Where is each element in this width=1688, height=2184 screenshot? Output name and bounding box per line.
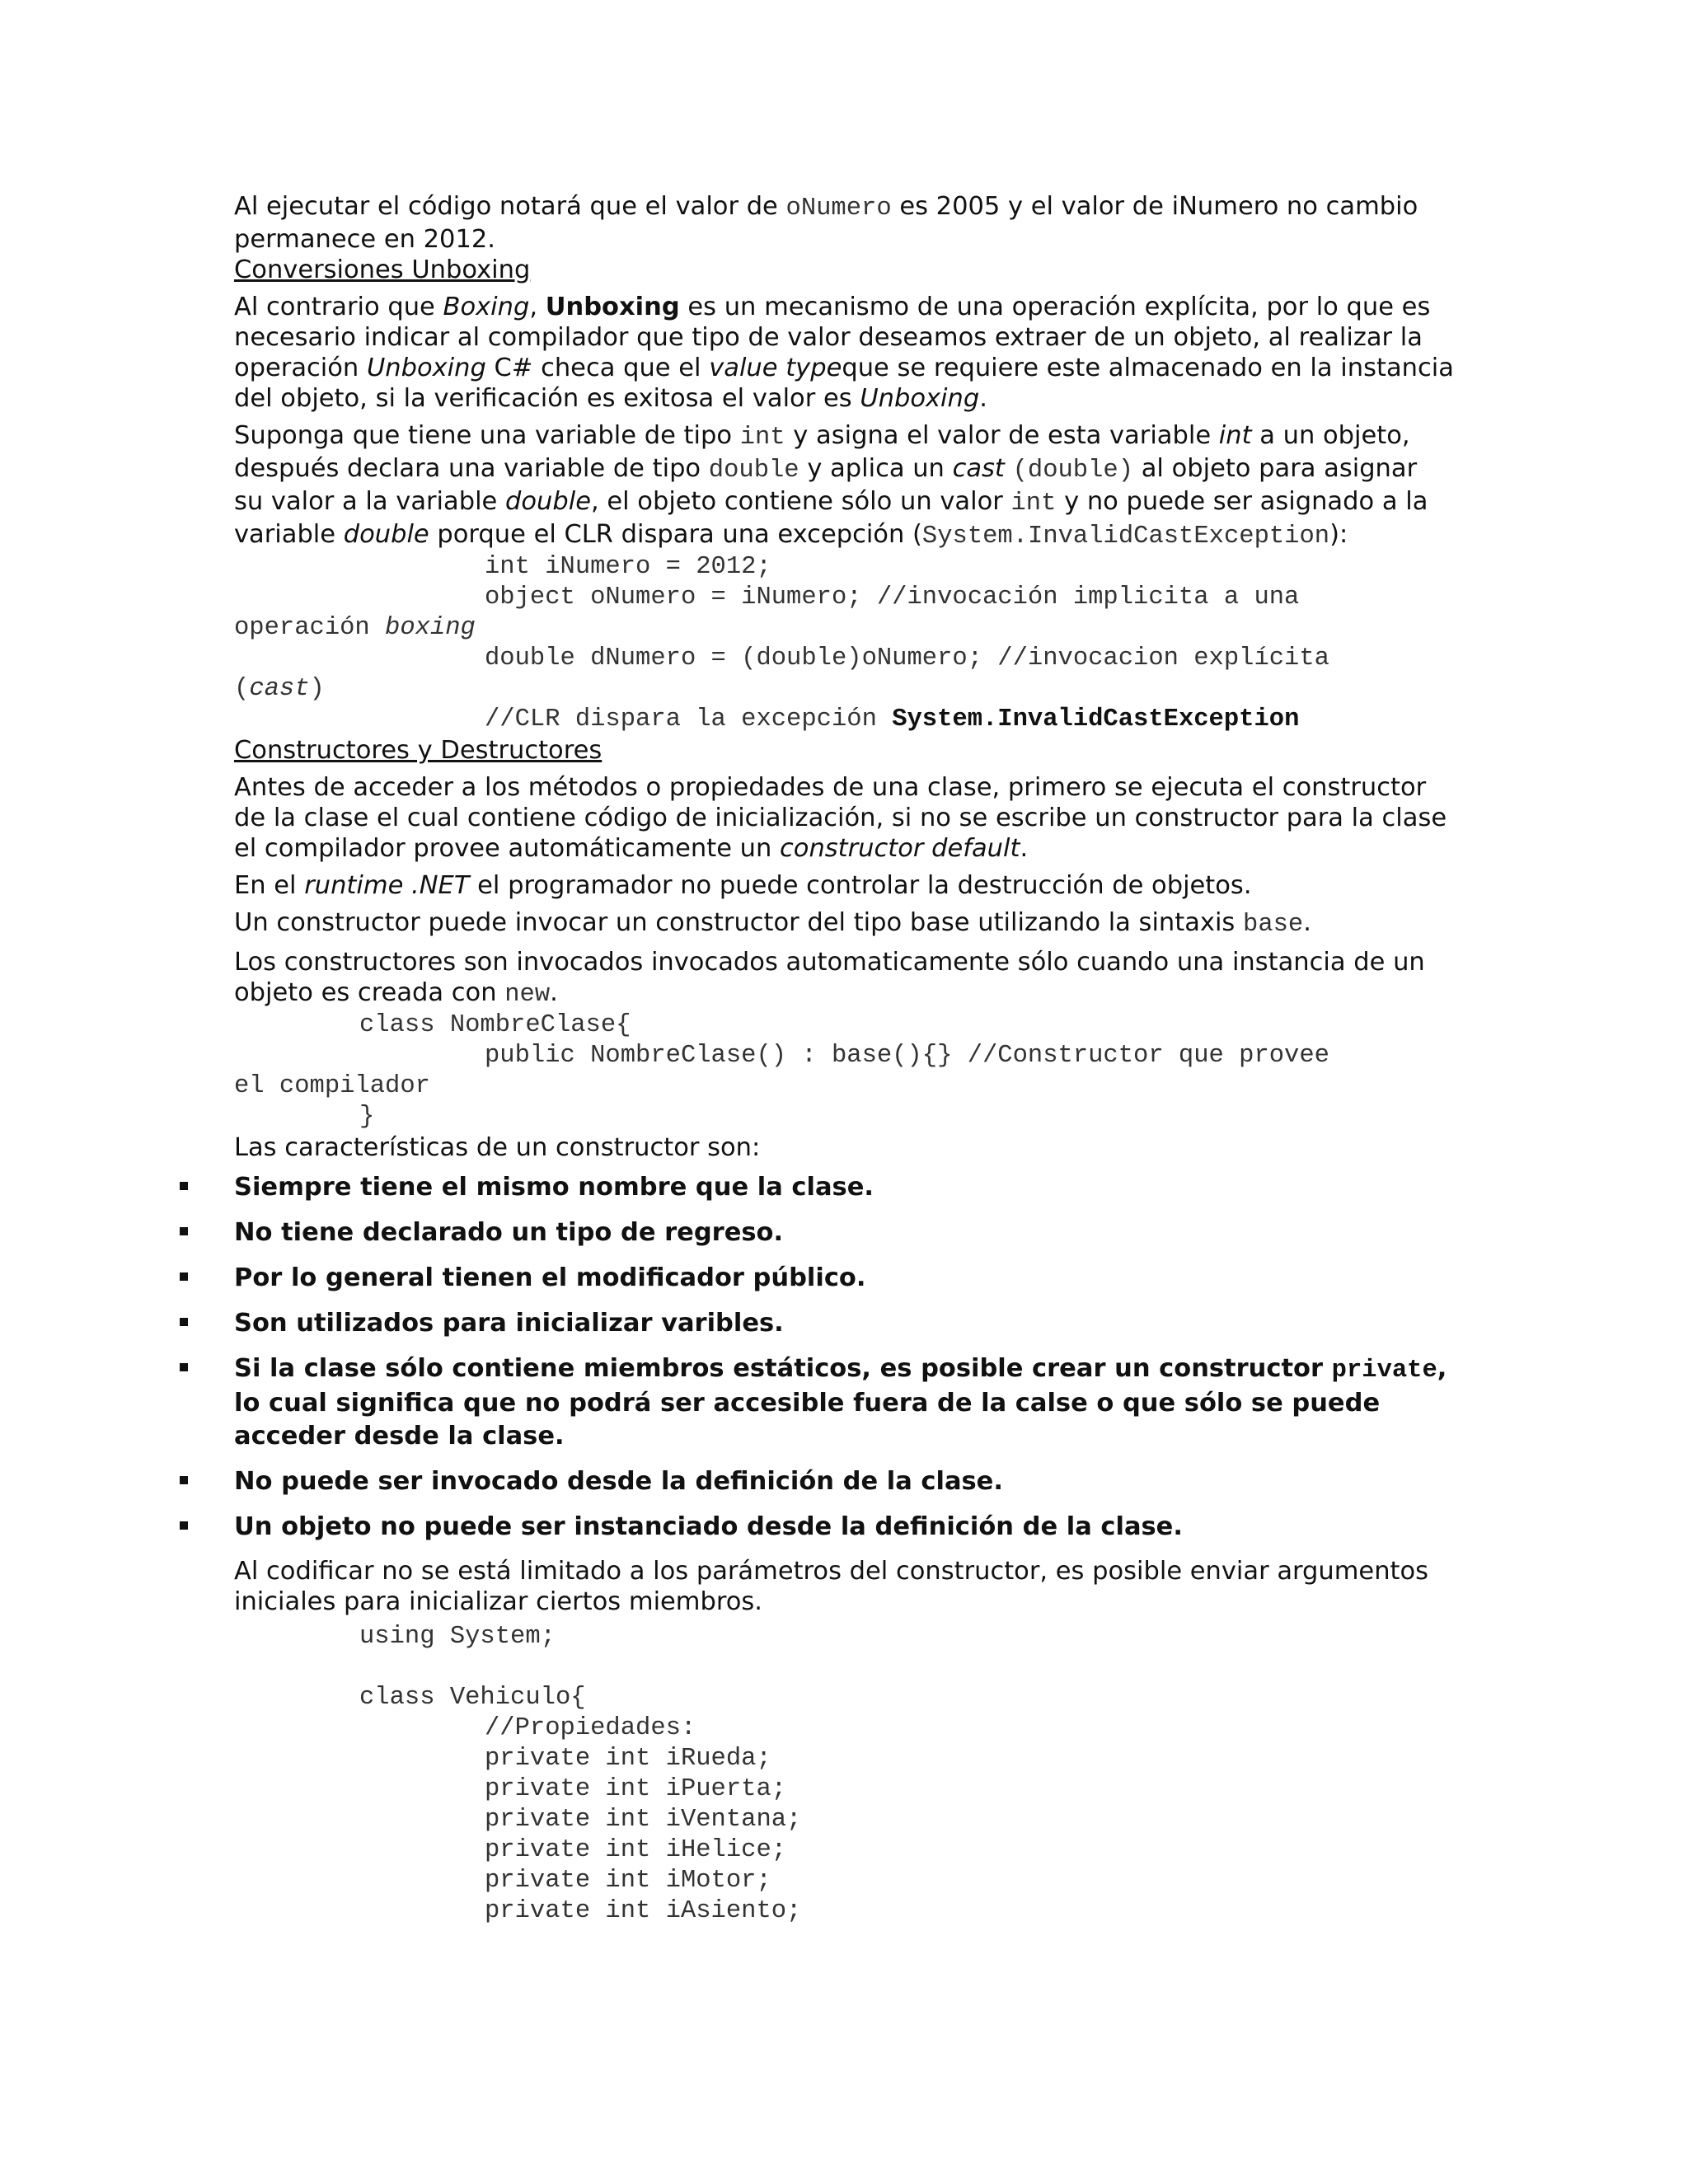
document-page <box>234 191 1454 1927</box>
text: Los constructores son invocados invocados automaticamente sólo cuando una instancia de un objeto es creada con <box>234 948 1425 1007</box>
code-block-vehiculo <box>234 1622 1454 1927</box>
list-item-text: Si la clase sólo contiene miembros estáticos, es posible crear un constructor <box>234 1354 1332 1383</box>
paragraph-cast-example <box>234 420 1454 552</box>
list-item-text: Siempre tiene el mismo nombre que la clase. <box>234 1173 874 1202</box>
italic-text: Unboxing <box>366 354 486 382</box>
heading-constructores-destructores: Constructores y Destructores <box>234 736 603 765</box>
bold-text: Unboxing <box>545 293 680 321</box>
code-line: private int iVentana; <box>485 1806 802 1834</box>
text: . <box>1303 908 1311 937</box>
text: que se requiere este almacenado en la instancia del objeto, si la verificación es exitosa el valor es <box>234 354 1454 413</box>
text <box>1005 454 1013 483</box>
text: . <box>550 978 558 1007</box>
text: Un constructor puede invocar un constructor del tipo base utilizando la sintaxis <box>234 908 1244 937</box>
text: es 2005 y el valor de iNumero no cambio permanece en 2012. <box>234 192 1418 254</box>
code-line: el compilador <box>234 1072 430 1100</box>
text: , <box>529 293 546 321</box>
list-item-text: No tiene declarado un tipo de regreso. <box>234 1218 784 1247</box>
inline-code: int <box>1010 490 1057 518</box>
italic-text: int <box>1218 421 1252 450</box>
italic-text: double <box>343 520 429 549</box>
italic-text: value type <box>709 354 842 382</box>
code-bold: System.InvalidCastException <box>892 705 1300 733</box>
text: Al ejecutar el código notará que el valor de <box>234 192 786 221</box>
code-block-unboxing <box>234 552 1454 735</box>
text: y asigna el valor de esta variable <box>785 421 1219 450</box>
code-line: private int iMotor; <box>485 1867 771 1895</box>
italic-text: runtime .NET <box>304 871 470 900</box>
text: ): <box>1329 520 1348 549</box>
list-item-text: , lo cual significa que no podrá ser accesible fuera de la calse o que sólo se puede acceder desde la clase. <box>234 1354 1447 1451</box>
text: C# checa que el <box>485 354 710 382</box>
inline-code: (double) <box>1012 457 1134 485</box>
paragraph-base <box>234 907 1454 940</box>
square-bullet-icon <box>180 1182 188 1190</box>
list-item-text: No puede ser invocado desde la definición de la clase. <box>234 1467 1003 1496</box>
text: y aplica un <box>799 454 953 483</box>
list-item <box>234 1465 1454 1498</box>
code-line: class NombreClase{ <box>359 1011 631 1039</box>
square-bullet-icon <box>180 1227 188 1235</box>
code-italic: boxing <box>385 614 476 642</box>
square-bullet-icon <box>180 1476 188 1484</box>
code-line: double dNumero = (double)oNumero; //invocacion explícita <box>485 644 1329 673</box>
code-italic: cast <box>249 675 310 703</box>
code-line: private int iAsiento; <box>485 1897 802 1925</box>
inline-code: new <box>504 981 551 1009</box>
code-line: object oNumero = iNumero; //invocación implicita a una <box>485 583 1300 612</box>
list-item <box>234 1307 1454 1340</box>
italic-text: Unboxing <box>860 384 980 413</box>
code-line <box>234 705 1454 735</box>
list-item <box>234 1262 1454 1295</box>
code-line <box>234 674 1454 705</box>
code-block-nombreclase <box>234 1010 1454 1132</box>
list-item-text: Son utilizados para inicializar varibles. <box>234 1309 784 1338</box>
text: porque el CLR dispara una excepción ( <box>429 520 922 549</box>
code-line <box>234 613 1454 644</box>
text: Al contrario que <box>234 293 443 321</box>
paragraph-constructor-intro <box>234 772 1454 864</box>
code-line: private int iPuerta; <box>485 1775 787 1803</box>
code-text: ( <box>234 675 250 703</box>
code-text: //CLR dispara la excepción <box>485 705 893 733</box>
paragraph-caracteristicas: Las características de un constructor son: <box>234 1133 761 1162</box>
code-text: ) <box>309 675 325 703</box>
list-item-text: Un objeto no puede ser instanciado desde la definición de la clase. <box>234 1512 1183 1541</box>
italic-text: double <box>505 487 591 516</box>
text: , el objeto contiene sólo un valor <box>590 487 1011 516</box>
inline-code: System.InvalidCastException <box>921 523 1330 551</box>
inline-code: int <box>739 424 785 452</box>
code-line: using System; <box>359 1623 556 1651</box>
paragraph-onumero-result <box>234 191 1454 255</box>
inline-code: double <box>708 457 799 485</box>
inline-code: private <box>1331 1357 1437 1385</box>
code-line: private int iRueda; <box>485 1745 771 1773</box>
list-item <box>234 1216 1454 1249</box>
italic-text: cast <box>952 454 1005 483</box>
code-line: //Propiedades: <box>485 1714 696 1742</box>
text: Antes de acceder a los métodos o propiedades de una clase, primero se ejecuta el constructor de la clase el cual contiene código de inicialización, si no se escribe un constructor para la clase el compilador provee automáticamente un <box>234 773 1447 863</box>
square-bullet-icon <box>180 1272 188 1281</box>
list-item-text: Por lo general tienen el modificador público. <box>234 1263 866 1292</box>
list-item <box>234 1511 1454 1544</box>
text: y no puede ser asignado a la variable <box>234 487 1428 549</box>
text: es un mecanismo de una operación explícita, por lo que es necesario indicar al compilador que tipo de valor deseamos extraer de un objeto, al realizar la operación <box>234 293 1431 382</box>
blank-line <box>234 1652 1454 1683</box>
square-bullet-icon <box>180 1363 188 1371</box>
code-line: int iNumero = 2012; <box>485 553 771 581</box>
code-line: } <box>359 1103 375 1131</box>
code-line: public NombreClase() : base(){} //Constructor que provee <box>485 1042 1329 1070</box>
bullet-list-caracteristicas <box>234 1171 1454 1544</box>
inline-code: oNumero <box>785 194 892 223</box>
text: . <box>979 384 987 413</box>
italic-text: constructor default <box>780 834 1020 863</box>
text: Suponga que tiene una variable de tipo <box>234 421 740 450</box>
text: el programador no puede controlar la destrucción de objetos. <box>469 871 1252 900</box>
list-item <box>234 1352 1454 1453</box>
code-line: private int iHelice; <box>485 1836 787 1864</box>
text: al objeto para asignar su valor a la variable <box>234 454 1418 516</box>
square-bullet-icon <box>180 1318 188 1326</box>
list-item <box>234 1171 1454 1204</box>
heading-conversiones-unboxing: Conversiones Unboxing <box>234 255 531 284</box>
paragraph-runtime <box>234 870 1454 901</box>
square-bullet-icon <box>180 1521 188 1530</box>
code-text: operación <box>234 614 386 642</box>
code-line: class Vehiculo{ <box>359 1684 586 1712</box>
text: En el <box>234 871 305 900</box>
italic-text: Boxing <box>443 293 530 321</box>
paragraph-unboxing <box>234 292 1454 414</box>
text: a un objeto, después declara una variable de tipo <box>234 421 1410 483</box>
paragraph-new <box>234 947 1454 1010</box>
inline-code: base <box>1243 911 1304 939</box>
paragraph-argumentos: Al codificar no se está limitado a los parámetros del constructor, es posible enviar argumentos iniciales para inicializar ciertos miembros. <box>234 1557 1429 1616</box>
text: . <box>1020 834 1029 863</box>
